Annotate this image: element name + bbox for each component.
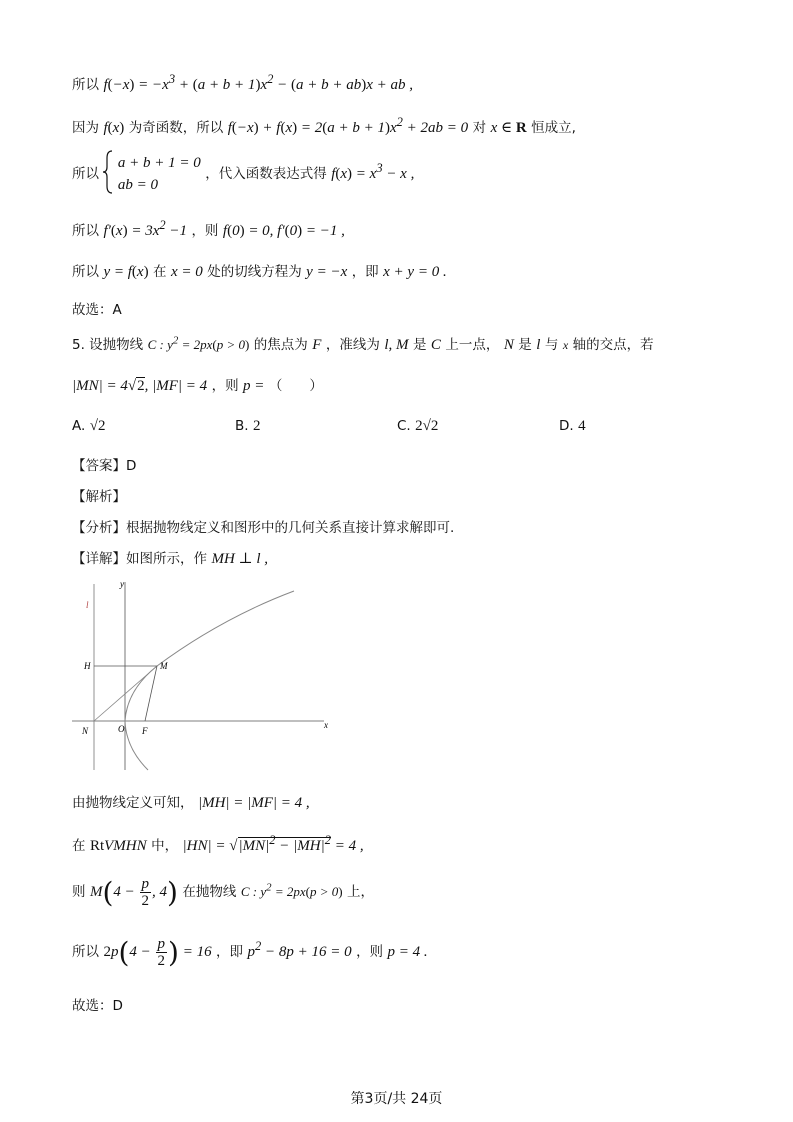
brace-icon (103, 150, 113, 198)
answer-line (72, 454, 136, 474)
solution-line-4: 所以 2p(4 − $\frac{p}{2}$ ) = 16 ，即 $p^2 - 8p + 16 = 0$ ，则 p = 4 . (72, 936, 428, 969)
answer-tag: 【答案】 (72, 458, 126, 474)
option-c: C. 2√2 (397, 418, 439, 434)
parabola-curve (125, 591, 294, 770)
line-tangent: 所以 y = f(x) 在 x = 0 处的切线方程为 y = −x ，即 x + y = 0 . (72, 264, 447, 280)
segment-nm (94, 666, 157, 721)
line-odd-function: 因为 f(x) 为奇函数，所以 $f(-x) + f(x) = 2(a + b + 1)x^2 + 2ab = 0$ 对 x ∈ R 恒成立, (72, 115, 576, 136)
segment-mf (145, 666, 157, 721)
option-a: A. √2 (72, 418, 106, 434)
answer-choice-5: 故选：D (72, 998, 123, 1014)
label-m: M (160, 661, 168, 671)
detail-line: 【详解】如图所示，作 MH ⊥ l , (72, 551, 269, 567)
formula-sum: $f(-x) + f(x) = 2(a + b + 1)x^2 + 2ab = 0$ (227, 115, 469, 136)
question-5-line2: |MN| = 4√2, |MF| = 4 ，则 p = （ ） (72, 378, 323, 394)
label-h: H (84, 661, 91, 671)
line-derivative: 所以 $f'(x) = 3x^2 -1$ ，则 f(0) = 0, f′(0) = −1 , (72, 218, 345, 239)
line-f-neg-x: 所以 $f(-x) = -x^3 + (a + b + 1)x^2 - (a + b + ab)x$ + ab , (72, 72, 414, 93)
solution-line-2: 在 RtVMHN 中， $|HN| = √|MN|^2 - |MH|^2 = 4$ , (72, 833, 364, 854)
solution-line-1: 由抛物线定义可知， |MH| = |MF| = 4 , (72, 795, 310, 811)
answer-choice-4: 故选：A (72, 302, 122, 318)
page-footer: 第3页/共 24页 (350, 1091, 443, 1107)
parabola-figure (72, 578, 334, 774)
fenxi-line: 【分析】根据抛物线定义和图形中的几何关系直接计算求解即可. (72, 520, 455, 536)
answer-value: D (126, 458, 137, 474)
option-b: B. 2 (235, 418, 261, 434)
question-5-line1: 5. 设抛物线 C : $y^2 = 2px(p > 0)$ 的焦点为 F ，准线为 l, M 是 C 上一点， N 是 l 与 x 轴的交点，若 (72, 334, 654, 353)
label-o: O (118, 724, 125, 734)
solution-line-3: 则 M(4 − $\frac{p}{2}$ , 4) 在抛物线 C : $y^2 = 2px(p > 0)$ 上， (72, 876, 375, 909)
system-equations: a + b + 1 = 0 ab = 0 (117, 155, 201, 193)
label-y: y (120, 579, 124, 589)
formula-f-neg-x: $f(-x) = -x^3 + (a + b + 1)x^2 - (a + b + ab)x$ + ab , (103, 72, 414, 93)
label-l: l (86, 600, 89, 610)
option-d: D. 4 (559, 418, 586, 434)
label-x: x (324, 720, 328, 730)
label-n: N (82, 726, 89, 736)
label-f: F (142, 726, 148, 736)
line-system: 所以 a + b + 1 = 0 ab = 0 ，代入函数表达式得 $f(x) = x^3 - x$ , (72, 150, 414, 198)
analysis-tag: 【解析】 (72, 489, 126, 505)
